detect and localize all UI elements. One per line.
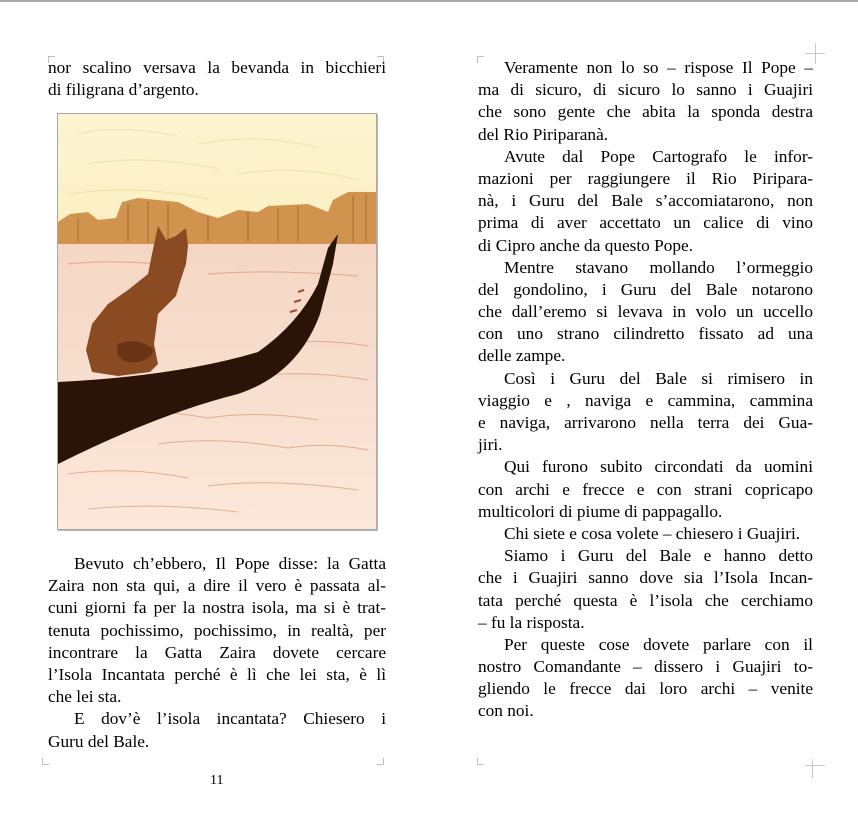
text-line: Zaira non sta qui, a dire il vero è passata al- <box>48 576 386 596</box>
text-line: che i Guajiri sanno dove sia l’Isola Incan- <box>478 568 813 588</box>
text-line: incontrare la Gatta Zaira dovete cercare <box>48 642 386 662</box>
paragraph <box>478 146 813 257</box>
text-line: nà, i Guru del Bale s’accomiatarono, non <box>478 191 813 211</box>
left-page-body <box>48 553 386 753</box>
text-line: Veramente non lo so – rispose Il Pope – <box>504 58 813 77</box>
text-line: tenuta pochissimo, pochissimo, in realtà, per <box>48 620 386 640</box>
left-page-top-text <box>48 57 386 101</box>
margin-mark-bottom-left <box>42 758 49 765</box>
crop-mark-bottom-right <box>805 765 825 766</box>
text-line: con noi. <box>478 701 534 721</box>
text-line: Per queste cose dovete parlare con il <box>504 634 813 654</box>
paragraph <box>48 708 386 752</box>
text-line: viaggio e , naviga e cammina, cammina <box>478 390 813 410</box>
text-line: del Rio Piriparanà. <box>478 124 609 144</box>
text-line: ma di sicuro, di sicuro lo sanno i Guajiri <box>478 80 813 100</box>
text-line: l’Isola Incantata perché è lì che lei sta, è lì <box>48 664 386 684</box>
text-line: Avute dal Pope Cartografo le infor- <box>504 146 813 166</box>
paragraph <box>478 368 813 457</box>
text-line: che dall’eremo si levava in volo un uccello <box>478 302 813 322</box>
text-line: gliendo le frecce dai loro archi – venite <box>478 679 813 699</box>
paragraph <box>478 456 813 523</box>
text-line: Siamo i Guru del Bale e hanno detto <box>504 546 813 566</box>
text-line: di filigrana d’argento. <box>48 80 199 100</box>
crop-mark-bottom-right <box>812 759 813 778</box>
text-line: nostro Comandante – dissero i Guajiri to- <box>478 657 813 677</box>
text-line: prima di aver accettato un calice di vino <box>478 213 813 233</box>
text-line: delle zampe. <box>478 346 566 366</box>
window-top-border <box>0 0 858 2</box>
paragraph <box>48 553 386 708</box>
text-line: mazioni per raggiungere il Rio Piripara- <box>478 168 813 188</box>
text-line: Chi siete e cosa volete – chiesero i Guajiri. <box>504 523 801 543</box>
text-line: che lei sta. <box>48 687 122 707</box>
crop-mark-top-right <box>815 43 816 64</box>
margin-mark-bottom-right <box>377 758 384 765</box>
text-line: Bevuto ch’ebbero, Il Pope disse: la Gatta <box>74 554 386 573</box>
text-line: – fu la risposta. <box>478 612 585 632</box>
text-line: Così i Guru del Bale si rimisero in <box>504 368 813 388</box>
text-line: Mentre stavano mollando l’ormeggio <box>504 257 813 277</box>
text-line: che sono gente che abita la sponda destra <box>478 102 813 122</box>
text-line: Guru del Bale. <box>48 731 150 751</box>
text-line: jiri. <box>478 435 503 455</box>
right-page-body <box>478 57 813 723</box>
text-line: multicolori di piume di pappagallo. <box>478 501 723 521</box>
paragraph <box>478 57 813 146</box>
text-line: nor scalino versava la bevanda in bicchieri <box>48 58 386 77</box>
paragraph <box>478 523 813 545</box>
margin-mark-bottom-left <box>477 758 484 765</box>
text-line: con archi e frecce e con strani copricapo <box>478 479 813 499</box>
text-line: di Cipro anche da questo Pope. <box>478 235 694 255</box>
text-line: del gondolino, i Guru del Bale notarono <box>478 279 813 299</box>
paragraph <box>478 545 813 634</box>
illustration-drawing <box>58 114 376 529</box>
page-number: 11 <box>210 773 224 788</box>
text-line: E dov’è l’isola incantata? Chiesero i <box>74 709 386 729</box>
text-line: e naviga, arrivarono nella terra dei Gua- <box>478 413 813 432</box>
text-line: tata perché questa è l’isola che cerchiamo <box>478 590 813 610</box>
illustration-cat-on-gondola <box>57 113 377 530</box>
paragraph <box>478 634 813 723</box>
text-line: con uno strano cilindretto fissato ad una <box>478 324 813 344</box>
text-line: cuni giorni fa per la nostra isola, ma si è trat- <box>48 598 386 618</box>
text-line: Qui furono subito circondati da uomini <box>504 457 813 477</box>
paragraph <box>478 257 813 368</box>
